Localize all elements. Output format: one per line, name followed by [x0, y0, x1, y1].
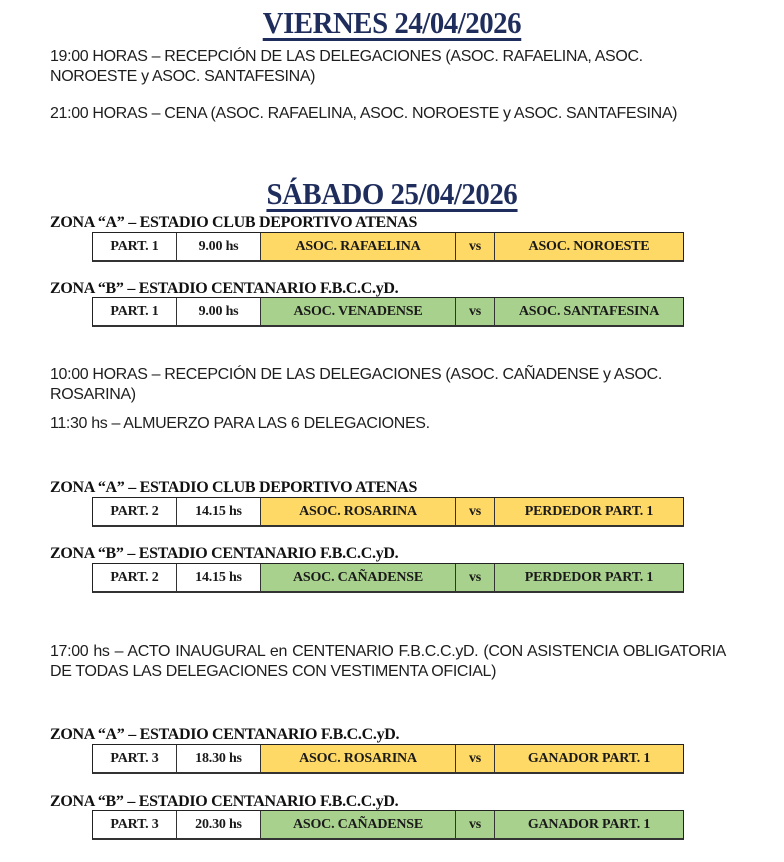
- match-vs: vs: [456, 745, 495, 772]
- match-home-team: ASOC. RAFAELINA: [261, 233, 456, 260]
- zona-header: ZONA “A” – ESTADIO CLUB DEPORTIVO ATENAS: [50, 214, 418, 231]
- match-time: 18.30 hs: [177, 745, 261, 772]
- zona-header: ZONA “A” – ESTADIO CLUB DEPORTIVO ATENAS: [50, 479, 418, 496]
- match-vs: vs: [456, 298, 495, 325]
- match-away-team: ASOC. NOROESTE: [495, 233, 683, 260]
- match-home-team: ASOC. ROSARINA: [261, 745, 456, 772]
- match-row: [92, 297, 684, 327]
- match-row: [92, 810, 684, 840]
- match-part: PART. 2: [93, 564, 177, 591]
- match-part: PART. 1: [93, 233, 177, 260]
- day-title-viernes-text: VIERNES 24/04/2026: [262, 5, 522, 40]
- match-row: [92, 744, 684, 774]
- match-part: PART. 3: [93, 745, 177, 772]
- match-vs: vs: [456, 811, 495, 838]
- match-time: 9.00 hs: [177, 298, 261, 325]
- day-title-sabado-text: SÁBADO 25/04/2026: [266, 176, 518, 211]
- match-row: [92, 563, 684, 593]
- match-away-team: PERDEDOR PART. 1: [495, 498, 683, 525]
- match-home-team: ASOC. CAÑADENSE: [261, 811, 456, 838]
- match-vs: vs: [456, 564, 495, 591]
- match-part: PART. 3: [93, 811, 177, 838]
- zona-header: ZONA “B” – ESTADIO CENTANARIO F.B.C.C.yD.: [50, 280, 399, 297]
- match-home-team: ASOC. ROSARINA: [261, 498, 456, 525]
- day-title-sabado: [0, 177, 784, 212]
- match-part: PART. 1: [93, 298, 177, 325]
- day-title-viernes: [0, 6, 784, 41]
- schedule-item: 11:30 hs – ALMUERZO PARA LAS 6 DELEGACIONES.: [50, 415, 430, 432]
- match-away-team: PERDEDOR PART. 1: [495, 564, 683, 591]
- match-part: PART. 2: [93, 498, 177, 525]
- schedule-item: 21:00 HORAS – CENA (ASOC. RAFAELINA, ASOC. NOROESTE y ASOC. SANTAFESINA): [50, 105, 678, 122]
- match-row: [92, 232, 684, 262]
- match-home-team: ASOC. VENADENSE: [261, 298, 456, 325]
- match-away-team: GANADOR PART. 1: [495, 745, 683, 772]
- schedule-item: 10:00 HORAS – RECEPCIÓN DE LAS DELEGACIONES (ASOC. CAÑADENSE y ASOC. ROSARINA): [50, 366, 662, 403]
- match-time: 14.15 hs: [177, 498, 261, 525]
- schedule-item: 19:00 HORAS – RECEPCIÓN DE LAS DELEGACIONES (ASOC. RAFAELINA, ASOC. NOROESTE y ASOC. SANTAFESINA): [50, 48, 643, 85]
- match-time: 9.00 hs: [177, 233, 261, 260]
- match-vs: vs: [456, 233, 495, 260]
- zona-header: ZONA “A” – ESTADIO CENTANARIO F.B.C.C.yD.: [50, 726, 400, 743]
- zona-header: ZONA “B” – ESTADIO CENTANARIO F.B.C.C.yD.: [50, 545, 399, 562]
- match-row: [92, 497, 684, 527]
- schedule-item: 17:00 hs – ACTO INAUGURAL en CENTENARIO F.B.C.C.yD. (CON ASISTENCIA OBLIGATORIA DE TODAS LAS DELEGACIONES CON VESTIMENTA OFICIAL): [50, 643, 726, 680]
- zona-header: ZONA “B” – ESTADIO CENTANARIO F.B.C.C.yD.: [50, 793, 399, 810]
- match-time: 14.15 hs: [177, 564, 261, 591]
- match-away-team: GANADOR PART. 1: [495, 811, 683, 838]
- match-home-team: ASOC. CAÑADENSE: [261, 564, 456, 591]
- match-away-team: ASOC. SANTAFESINA: [495, 298, 683, 325]
- match-vs: vs: [456, 498, 495, 525]
- match-time: 20.30 hs: [177, 811, 261, 838]
